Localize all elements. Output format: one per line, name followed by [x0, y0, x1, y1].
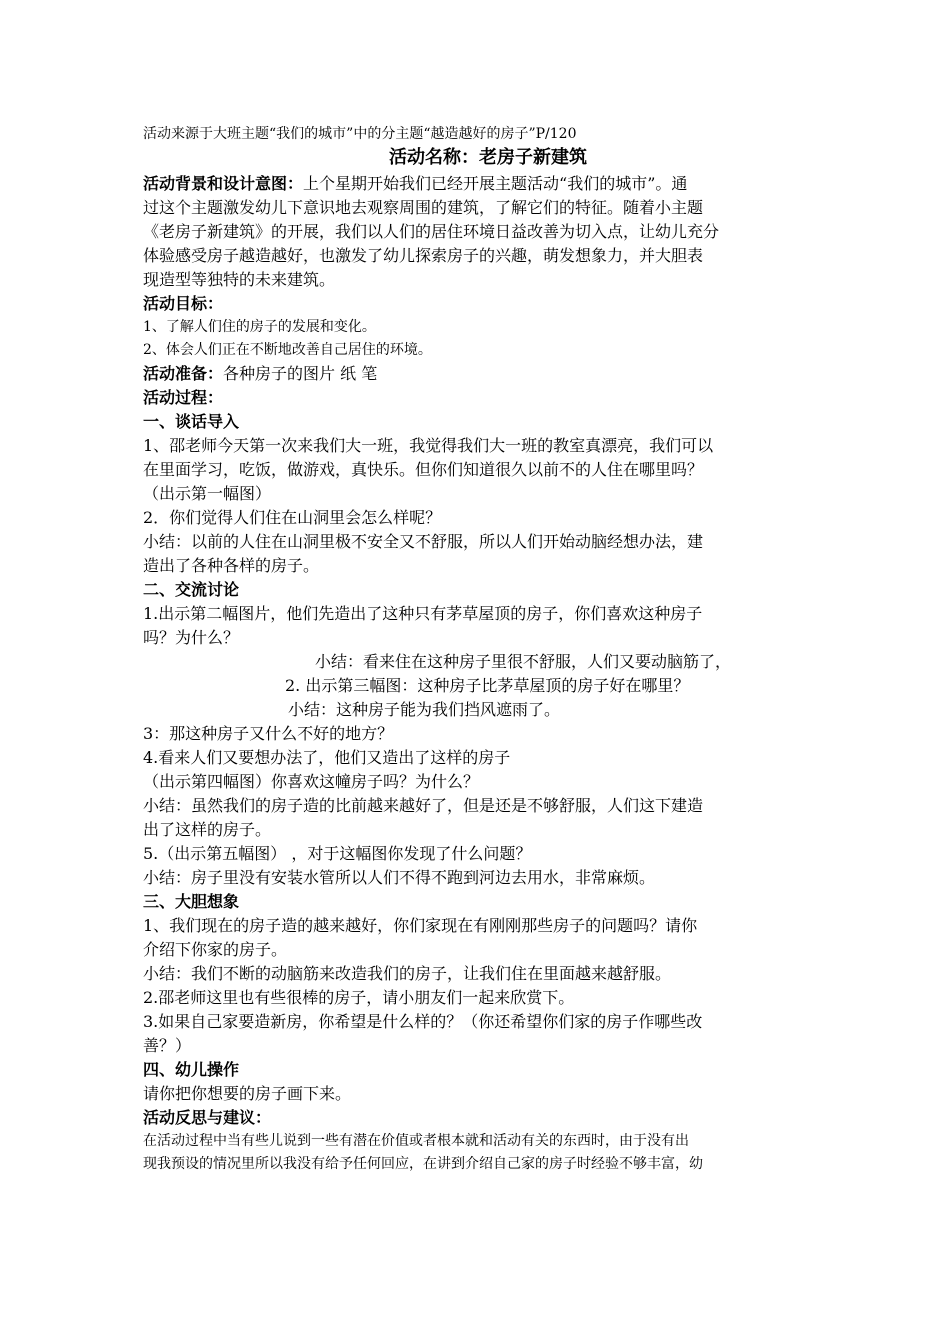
section2-line: 1.出示第二幅图片，他们先造出了这种只有茅草屋顶的房子，你们喜欢这种房子 [143, 604, 703, 623]
section3-line: 善？） [143, 1036, 192, 1055]
section3-line: 1、我们现在的房子造的越来越好，你们家现在有刚刚那些房子的问题吗？请你 [143, 916, 698, 935]
prep-text: 各种房子的图片 纸 笔 [223, 364, 378, 383]
section1-line: 造出了各种各样的房子。 [143, 556, 320, 575]
section2-heading: 二、交流讨论 [143, 580, 240, 599]
section3-heading: 三、大胆想象 [143, 892, 240, 911]
section3-line: 2.邵老师这里也有些很棒的房子，请小朋友们一起来欣赏下。 [143, 988, 575, 1007]
reflection-line: 在活动过程中当有些儿说到一些有潜在价值或者根本就和活动有关的东西时，由于没有出 [143, 1133, 689, 1149]
background-line-2: 过这个主题激发幼儿下意识地去观察周围的建筑，了解它们的特征。随着小主题 [143, 198, 704, 217]
section1-heading: 一、谈话导入 [143, 412, 240, 431]
section2-line: 吗？为什么？ [143, 628, 240, 647]
section4-heading: 四、幼儿操作 [143, 1060, 240, 1079]
section2-indented-line: 小结：这种房子能为我们挡风遮雨了。 [288, 700, 561, 719]
background-line-4: 体验感受房子越造越好，也激发了幼儿探索房子的兴趣，萌发想象力，并大胆表 [143, 246, 704, 265]
prep-label: 活动准备： [143, 364, 224, 383]
section4-line: 请你把你想要的房子画下来。 [143, 1084, 352, 1103]
reflection-line: 现我预设的情况里所以我没有给予任何回应，在讲到介绍自己家的房子时经验不够丰富，幼 [143, 1156, 703, 1172]
section2-line: 出了这样的房子。 [143, 820, 272, 839]
section1-line: 1、邵老师今天第一次来我们大一班，我觉得我们大一班的教室真漂亮，我们可以 [143, 436, 714, 455]
section2-line: 5.（出示第五幅图） ，对于这幅图你发现了什么问题？ [143, 844, 532, 863]
activity-title: 活动名称：老房子新建筑 [389, 147, 587, 168]
section1-line: 在里面学习，吃饭，做游戏，真快乐。但你们知道很久以前不的人住在哪里吗？ [143, 460, 704, 479]
section3-line: 小结：我们不断的动脑筋来改造我们的房子，让我们住在里面越来越舒服。 [143, 964, 672, 983]
section3-line: 介绍下你家的房子。 [143, 940, 288, 959]
section2-line: 小结：虽然我们的房子造的比前越来越好了，但是还是不够舒服，人们这下建造 [143, 796, 704, 815]
section1-line: 小结：以前的人住在山洞里极不安全又不舒服，所以人们开始动脑经想办法，建 [143, 532, 704, 551]
goal-item-1: 1、了解人们住的房子的发展和变化。 [143, 319, 376, 335]
background-paragraph [143, 172, 813, 196]
background-line-1: 上个星期开始我们已经开展主题活动“我们的城市”。通 [303, 174, 688, 193]
prep-line [143, 362, 813, 386]
section2-indented-line: 2. 出示第三幅图：这种房子比茅草屋顶的房子好在哪里？ [285, 676, 690, 695]
background-line-5: 现造型等独特的未来建筑。 [143, 270, 336, 289]
section2-line: 3：那这种房子又什么不好的地方？ [143, 724, 394, 743]
section2-line: 4.看来人们又要想办法了，他们又造出了这样的房子 [143, 748, 511, 767]
section2-indented-line: 小结：看来住在这种房子里很不舒服，人们又要动脑筋了， [315, 652, 732, 671]
process-heading: 活动过程： [143, 388, 224, 407]
background-line-3: 《老房子新建筑》的开展，我们以人们的居住环境日益改善为切入点，让幼儿充分 [143, 222, 720, 241]
section2-line: （出示第四幅图）你喜欢这幢房子吗？为什么？ [143, 772, 480, 791]
section1-line: 2．你们觉得人们住在山洞里会怎么样呢？ [143, 508, 442, 527]
activity-source: 活动来源于大班主题“我们的城市”中的分主题“越造越好的房子”P/120 [143, 126, 577, 142]
background-label: 活动背景和设计意图： [143, 174, 304, 193]
goal-item-2: 2、体会人们正在不断地改善自己居住的环境。 [143, 342, 432, 358]
section3-line: 3.如果自己家要造新房，你希望是什么样的？（你还希望你们家的房子作哪些改 [143, 1012, 703, 1031]
goals-heading: 活动目标： [143, 294, 224, 313]
reflection-heading: 活动反思与建议： [143, 1108, 272, 1127]
section1-line: （出示第一幅图） [143, 484, 272, 503]
document-page [143, 124, 813, 1176]
section2-line: 小结：房子里没有安装水管所以人们不得不跑到河边去用水，非常麻烦。 [143, 868, 656, 887]
